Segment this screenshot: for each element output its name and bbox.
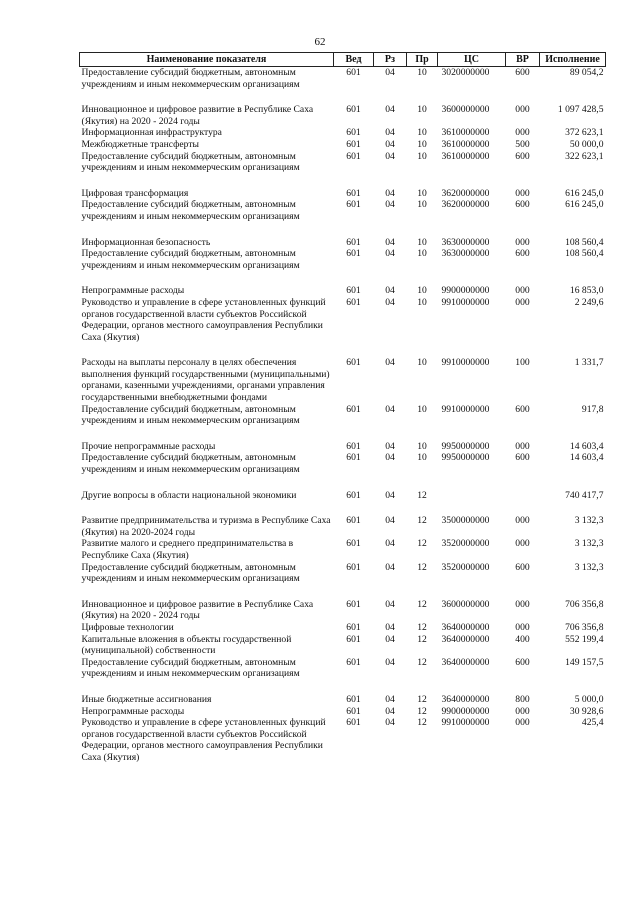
cell-target-article: 3640000000	[441, 633, 490, 645]
header-department: Вед	[334, 53, 374, 67]
cell-execution: 425,4	[581, 717, 604, 729]
header-indicator-name: Наименование показателя	[80, 53, 334, 67]
cell-expense-type: 600	[515, 199, 530, 211]
cell-department: 601	[346, 138, 361, 150]
cell-indicator-name: Непрограммные расходы	[81, 285, 185, 297]
header-expense-type: ВР	[506, 53, 540, 67]
cell-subsection: 12	[417, 538, 427, 550]
cell-target-article: 3610000000	[441, 150, 490, 162]
table-row	[80, 452, 606, 475]
cell-execution: 706 356,8	[565, 621, 604, 633]
cell-expense-type: 000	[515, 515, 530, 527]
row-spacer	[80, 585, 606, 599]
cell-subsection: 12	[417, 561, 427, 573]
cell-subsection: 10	[417, 403, 427, 415]
cell-expense-type: 800	[515, 693, 530, 705]
cell-subsection: 10	[417, 236, 427, 248]
table-row	[80, 562, 606, 585]
cell-execution: 2 249,6	[574, 296, 604, 308]
cell-section: 04	[385, 452, 395, 464]
cell-expense-type: 000	[515, 538, 530, 550]
cell-expense-type: 600	[515, 561, 530, 573]
table-row	[80, 139, 606, 151]
cell-indicator-name: Руководство и управление в сфере установленных функций органов государственной власти субъектов Российской Федерации, органов местного самоуправления Республики Саха (Якутия)	[81, 717, 326, 763]
cell-department: 601	[346, 296, 361, 308]
cell-target-article: 3600000000	[441, 598, 490, 610]
cell-target-article: 9910000000	[441, 717, 490, 729]
cell-target-article: 9950000000	[441, 440, 490, 452]
cell-target-article: 9900000000	[441, 285, 490, 297]
cell-execution: 552 199,4	[565, 633, 604, 645]
cell-expense-type: 000	[515, 127, 530, 139]
cell-subsection: 10	[417, 296, 427, 308]
cell-subsection: 12	[417, 515, 427, 527]
cell-subsection: 10	[417, 138, 427, 150]
cell-section: 04	[385, 705, 395, 717]
table-row	[80, 694, 606, 706]
cell-expense-type: 600	[515, 403, 530, 415]
page-number: 62	[314, 36, 326, 48]
cell-target-article: 3610000000	[441, 138, 490, 150]
cell-department: 601	[346, 452, 361, 464]
cell-expense-type: 600	[515, 656, 530, 668]
cell-department: 601	[346, 538, 361, 550]
table-row	[80, 237, 606, 249]
row-spacer	[80, 271, 606, 285]
cell-section: 04	[385, 598, 395, 610]
cell-subsection: 12	[417, 705, 427, 717]
row-spacer-cell	[80, 501, 606, 515]
cell-subsection: 12	[417, 717, 427, 729]
row-spacer-cell	[80, 476, 606, 490]
cell-section: 04	[385, 67, 395, 78]
cell-subsection: 10	[417, 150, 427, 162]
cell-indicator-name: Предоставление субсидий бюджетным, автономным учреждениям и иным некоммерческим организациям	[81, 150, 300, 174]
cell-target-article: 3520000000	[441, 538, 490, 550]
cell-section: 04	[385, 489, 395, 501]
table-row	[80, 441, 606, 453]
cell-department: 601	[346, 403, 361, 415]
cell-indicator-name: Другие вопросы в области национальной экономики	[81, 489, 297, 501]
cell-department: 601	[346, 621, 361, 633]
cell-execution: 14 603,4	[569, 440, 604, 452]
cell-section: 04	[385, 104, 395, 116]
cell-expense-type: 600	[515, 67, 530, 78]
cell-indicator-name: Расходы на выплаты персоналу в целях обеспечения выполнения функций государственными (муниципальными) органами, казенными учреждениями, органами управления государственными внебюджетными фондами	[81, 357, 330, 404]
cell-indicator-name: Предоставление субсидий бюджетным, автономным учреждениям и иным некоммерческим организациям	[81, 403, 300, 427]
cell-target-article: 3520000000	[441, 561, 490, 573]
cell-subsection: 10	[417, 357, 427, 369]
header-execution: Исполнение	[540, 53, 606, 67]
cell-indicator-name: Развитие малого и среднего предпринимательства в Республике Саха (Якутия)	[81, 538, 294, 561]
cell-indicator-name: Непрограммные расходы	[81, 705, 185, 717]
cell-section: 04	[385, 296, 395, 308]
cell-section: 04	[385, 285, 395, 297]
cell-subsection: 10	[417, 248, 427, 260]
cell-indicator-name: Информационная инфраструктура	[81, 127, 222, 139]
cell-department: 601	[346, 127, 361, 139]
cell-department: 601	[346, 285, 361, 297]
cell-execution: 149 157,5	[565, 656, 604, 668]
cell-section: 04	[385, 199, 395, 211]
cell-expense-type: 600	[515, 150, 530, 162]
cell-indicator-name: Цифровые технологии	[81, 621, 174, 633]
cell-subsection: 10	[417, 440, 427, 452]
cell-target-article: 3640000000	[441, 693, 490, 705]
cell-indicator-name: Иные бюджетные ассигнования	[81, 693, 212, 705]
budget-execution-table	[79, 52, 606, 764]
cell-department: 601	[346, 248, 361, 260]
cell-execution: 3 132,3	[574, 515, 604, 527]
cell-subsection: 10	[417, 452, 427, 464]
cell-indicator-name: Информационная безопасность	[81, 236, 211, 248]
cell-execution: 616 245,0	[565, 199, 604, 211]
table-row	[80, 538, 606, 561]
cell-department: 601	[346, 104, 361, 116]
cell-target-article: 3620000000	[441, 199, 490, 211]
cell-subsection: 10	[417, 127, 427, 139]
table-row	[80, 248, 606, 271]
cell-department: 601	[346, 693, 361, 705]
cell-execution: 740 417,7	[565, 489, 604, 501]
cell-section: 04	[385, 236, 395, 248]
cell-execution: 706 356,8	[565, 598, 604, 610]
cell-indicator-name: Прочие непрограммные расходы	[81, 440, 216, 452]
cell-subsection: 12	[417, 598, 427, 610]
cell-execution: 14 603,4	[569, 452, 604, 464]
row-spacer-cell	[80, 343, 606, 357]
cell-target-article: 9910000000	[441, 357, 490, 369]
cell-execution: 89 054,2	[569, 67, 604, 78]
cell-target-article: 9950000000	[441, 452, 490, 464]
cell-target-article: 3630000000	[441, 236, 490, 248]
row-spacer-cell	[80, 271, 606, 285]
cell-subsection: 12	[417, 621, 427, 633]
row-spacer-cell	[80, 427, 606, 441]
cell-department: 601	[346, 489, 361, 501]
cell-department: 601	[346, 705, 361, 717]
header-section: Рз	[374, 53, 407, 67]
cell-expense-type: 000	[515, 621, 530, 633]
cell-indicator-name: Предоставление субсидий бюджетным, автономным учреждениям и иным некоммерческим организациям	[81, 67, 300, 90]
cell-execution: 322 623,1	[565, 150, 604, 162]
cell-execution: 5 000,0	[574, 693, 604, 705]
cell-execution: 3 132,3	[574, 538, 604, 550]
cell-section: 04	[385, 656, 395, 668]
table-row	[80, 188, 606, 200]
cell-target-article: 3020000000	[441, 67, 490, 78]
cell-target-article: 9910000000	[441, 403, 490, 415]
cell-indicator-name: Руководство и управление в сфере установленных функций органов государственной власти субъектов Российской Федерации, органов местного самоуправления Республики Саха (Якутия)	[81, 296, 326, 343]
cell-department: 601	[346, 67, 361, 78]
cell-section: 04	[385, 138, 395, 150]
cell-execution: 30 928,6	[569, 705, 604, 717]
cell-target-article	[438, 490, 506, 502]
row-spacer-cell	[80, 680, 606, 694]
cell-expense-type: 600	[515, 452, 530, 464]
cell-section: 04	[385, 357, 395, 369]
cell-execution: 16 853,0	[569, 285, 604, 297]
cell-section: 04	[385, 633, 395, 645]
cell-target-article: 3610000000	[441, 127, 490, 139]
cell-subsection: 10	[417, 67, 427, 78]
cell-indicator-name: Предоставление субсидий бюджетным, автономным учреждениям и иным некоммерческим организациям	[81, 248, 300, 271]
cell-section: 04	[385, 717, 395, 729]
table-row	[80, 490, 606, 502]
cell-execution: 616 245,0	[565, 187, 604, 199]
cell-department: 601	[346, 187, 361, 199]
cell-expense-type: 000	[515, 104, 530, 116]
cell-department: 601	[346, 633, 361, 645]
cell-subsection: 10	[417, 199, 427, 211]
table-row	[80, 515, 606, 538]
cell-execution: 372 623,1	[565, 127, 604, 139]
cell-execution: 1 097 428,5	[557, 104, 604, 116]
table-header-row	[80, 53, 606, 67]
cell-subsection: 10	[417, 187, 427, 199]
cell-section: 04	[385, 440, 395, 452]
cell-indicator-name: Предоставление субсидий бюджетным, автономным учреждениям и иным некоммерческим организациям	[81, 199, 300, 222]
row-spacer	[80, 343, 606, 357]
cell-department: 601	[346, 561, 361, 573]
table-row	[80, 599, 606, 622]
cell-expense-type: 000	[515, 440, 530, 452]
cell-indicator-name: Предоставление субсидий бюджетным, автономным учреждениям и иным некоммерческим организациям	[81, 561, 300, 585]
table-row	[80, 706, 606, 718]
cell-target-article: 3640000000	[441, 621, 490, 633]
cell-execution: 3 132,3	[574, 561, 604, 573]
row-spacer-cell	[80, 223, 606, 237]
cell-expense-type: 000	[515, 285, 530, 297]
cell-expense-type: 600	[515, 248, 530, 260]
cell-subsection: 12	[417, 693, 427, 705]
cell-department: 601	[346, 656, 361, 668]
cell-department: 601	[346, 598, 361, 610]
cell-department: 601	[346, 236, 361, 248]
row-spacer-cell	[80, 174, 606, 188]
table-row	[80, 297, 606, 343]
cell-indicator-name: Инновационное и цифровое развитие в Республике Саха (Якутия) на 2020 - 2024 годы	[81, 598, 314, 622]
cell-execution: 917,8	[581, 403, 604, 415]
cell-indicator-name: Цифровая трансформация	[81, 187, 189, 199]
cell-expense-type: 000	[515, 717, 530, 729]
cell-subsection: 12	[417, 633, 427, 645]
cell-section: 04	[385, 187, 395, 199]
table-row	[80, 404, 606, 427]
cell-execution: 50 000,0	[569, 138, 604, 150]
cell-expense-type: 000	[515, 187, 530, 199]
row-spacer	[80, 427, 606, 441]
table-row	[80, 104, 606, 127]
table-body	[80, 67, 606, 764]
table-row	[80, 67, 606, 91]
cell-section: 04	[385, 403, 395, 415]
cell-expense-type	[506, 490, 540, 502]
table-row	[80, 127, 606, 139]
cell-expense-type: 000	[515, 598, 530, 610]
table-row	[80, 634, 606, 657]
row-spacer	[80, 223, 606, 237]
row-spacer-cell	[80, 585, 606, 599]
cell-target-article: 3600000000	[441, 104, 490, 116]
cell-target-article: 3640000000	[441, 656, 490, 668]
cell-indicator-name: Предоставление субсидий бюджетным, автономным учреждениям и иным некоммерческим организациям	[81, 656, 300, 680]
row-spacer	[80, 501, 606, 515]
cell-target-article: 3500000000	[441, 515, 490, 527]
header-target-article: ЦС	[438, 53, 506, 67]
row-spacer	[80, 476, 606, 490]
table-row	[80, 199, 606, 222]
cell-indicator-name: Предоставление субсидий бюджетным, автономным учреждениям и иным некоммерческим организациям	[81, 452, 300, 476]
cell-subsection: 12	[417, 656, 427, 668]
table-row	[80, 622, 606, 634]
cell-department: 601	[346, 199, 361, 211]
cell-subsection: 10	[417, 104, 427, 116]
table-row	[80, 357, 606, 403]
cell-section: 04	[385, 248, 395, 260]
cell-section: 04	[385, 538, 395, 550]
cell-target-article: 3620000000	[441, 187, 490, 199]
cell-expense-type: 000	[515, 296, 530, 308]
cell-subsection: 12	[417, 489, 427, 501]
cell-expense-type: 000	[515, 236, 530, 248]
cell-expense-type: 100	[515, 357, 530, 369]
row-spacer-cell	[80, 90, 606, 104]
table-row	[80, 285, 606, 297]
cell-target-article: 9900000000	[441, 705, 490, 717]
cell-section: 04	[385, 515, 395, 527]
row-spacer	[80, 90, 606, 104]
cell-target-article: 9910000000	[441, 296, 490, 308]
table-row	[80, 657, 606, 680]
cell-indicator-name: Инновационное и цифровое развитие в Республике Саха (Якутия) на 2020 - 2024 годы	[81, 104, 314, 127]
table-row	[80, 717, 606, 763]
cell-section: 04	[385, 150, 395, 162]
cell-department: 601	[346, 515, 361, 527]
cell-expense-type: 500	[515, 138, 530, 150]
cell-execution: 108 560,4	[565, 248, 604, 260]
cell-department: 601	[346, 150, 361, 162]
header-subsection: Пр	[407, 53, 438, 67]
cell-expense-type: 000	[515, 705, 530, 717]
cell-execution: 1 331,7	[574, 357, 604, 369]
cell-subsection: 10	[417, 285, 427, 297]
table-row	[80, 151, 606, 174]
cell-section: 04	[385, 127, 395, 139]
cell-section: 04	[385, 693, 395, 705]
cell-department: 601	[346, 440, 361, 452]
cell-department: 601	[346, 717, 361, 729]
cell-expense-type: 400	[515, 633, 530, 645]
row-spacer	[80, 680, 606, 694]
cell-section: 04	[385, 621, 395, 633]
row-spacer	[80, 174, 606, 188]
cell-target-article: 3630000000	[441, 248, 490, 260]
cell-section: 04	[385, 561, 395, 573]
cell-department: 601	[346, 357, 361, 369]
cell-indicator-name: Капитальные вложения в объекты государственной (муниципальной) собственности	[81, 633, 292, 657]
cell-indicator-name: Межбюджетные трансферты	[81, 138, 199, 150]
cell-indicator-name: Развитие предпринимательства и туризма в Республике Саха (Якутия) на 2020-2024 годы	[81, 515, 331, 538]
cell-execution: 108 560,4	[565, 236, 604, 248]
